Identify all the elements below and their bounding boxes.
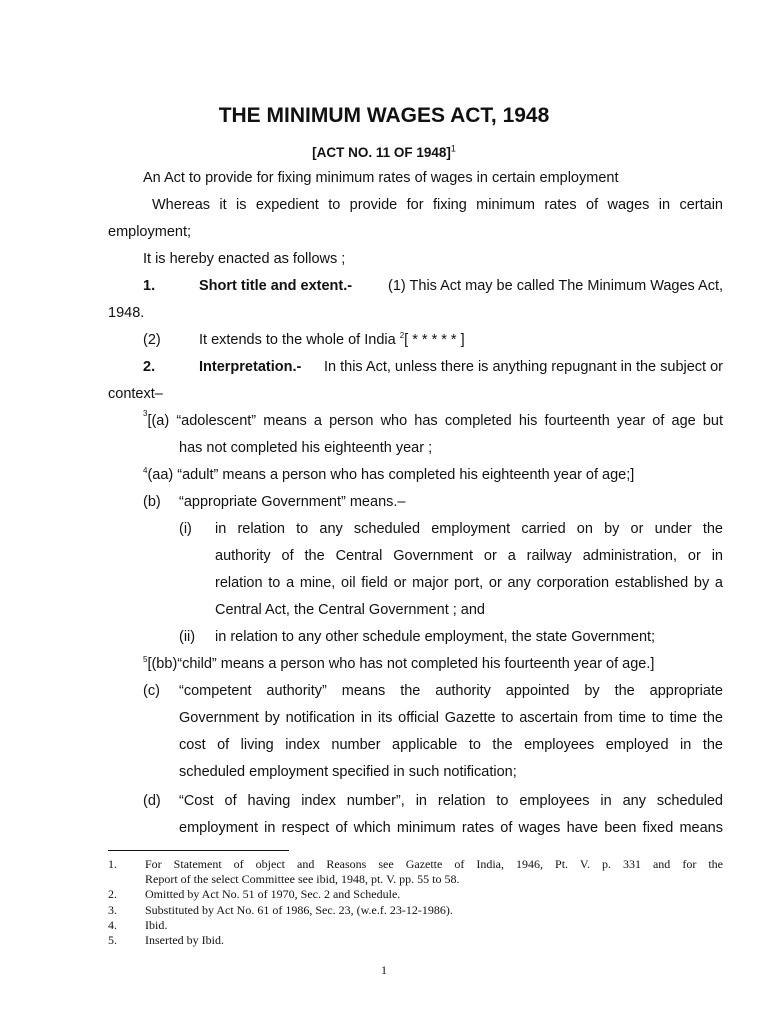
clause-b-i-line-4: Central Act, the Central Government ; and xyxy=(215,602,485,618)
footnote-4-number: 4. xyxy=(108,918,117,932)
footnote-2-number: 2. xyxy=(108,887,117,901)
footnote-4-text: Ibid. xyxy=(145,918,168,932)
section-1-heading: Short title and extent.- xyxy=(199,278,353,294)
section-1-2-omitted: [ * * * * * ] xyxy=(404,332,465,348)
clause-aa-text: (aa) “adult” means a person who has completed his eighteenth year of age;] xyxy=(147,467,635,483)
clause-a-line-1 xyxy=(143,409,723,430)
clause-c-line-1: “competent authority” means the authority appointed by the appropriate xyxy=(179,683,723,699)
section-2-line xyxy=(199,358,723,376)
enacting-clause: It is hereby enacted as follows ; xyxy=(143,251,346,267)
footnote-1 xyxy=(0,857,768,887)
clause-b-i-line-1: in relation to any scheduled employment carried on by or under the xyxy=(215,521,723,537)
footnote-ref-2: 2 xyxy=(399,331,405,341)
page-number: 1 xyxy=(381,963,387,977)
section-1-number: 1. xyxy=(143,278,156,294)
section-2-heading: Interpretation.- xyxy=(199,359,302,375)
section-1-continuation: 1948. xyxy=(108,305,145,321)
clause-b-ii-label: (ii) xyxy=(179,629,196,645)
footnote-5 xyxy=(0,933,768,948)
footnote-1-line-1: For Statement of object and Reasons see Gazette of India, 1946, Pt. V. p. 331 and for the xyxy=(145,857,723,871)
clause-b-i-label: (i) xyxy=(179,521,192,537)
footnote-3-number: 3. xyxy=(108,903,117,917)
footnote-3 xyxy=(0,903,768,918)
clause-bb xyxy=(143,655,654,673)
clause-aa xyxy=(143,466,634,484)
clause-c-label: (c) xyxy=(143,683,160,699)
clause-b-text: “appropriate Government” means.– xyxy=(179,494,406,510)
clause-d-line-2: employment in respect of which minimum rates of wages have been fixed means xyxy=(179,820,723,836)
footnote-5-number: 5. xyxy=(108,933,117,947)
footnote-4 xyxy=(0,918,768,933)
clause-bb-text: [(bb)“child” means a person who has not completed his fourteenth year of age.] xyxy=(147,656,655,672)
clause-b-ii-text: in relation to any other schedule employment, the state Government; xyxy=(215,629,656,645)
clause-b-i-line-2: authority of the Central Government or a railway administration, or in xyxy=(215,548,723,564)
footnote-divider xyxy=(108,850,289,851)
footnote-ref-1: 1 xyxy=(450,143,456,154)
clause-c-line-4: scheduled employment specified in such notification; xyxy=(179,764,517,780)
act-number xyxy=(0,145,768,160)
footnote-1-number: 1. xyxy=(108,857,117,871)
section-1-2-text: It extends to the whole of India xyxy=(199,332,396,348)
section-1-text: (1) This Act may be called The Minimum Wages Act, xyxy=(388,278,723,294)
section-1-line xyxy=(199,277,723,295)
clause-a-line-2: has not completed his eighteenth year ; xyxy=(179,440,433,456)
footnote-2-text: Omitted by Act No. 51 of 1970, Sec. 2 and Schedule. xyxy=(145,887,401,901)
footnote-ref-3: 3 xyxy=(143,409,148,418)
section-1-2-label: (2) xyxy=(143,332,161,348)
section-2-continuation: context– xyxy=(108,386,163,402)
section-2-number: 2. xyxy=(143,359,156,375)
section-2-text: In this Act, unless there is anything repugnant in the subject or xyxy=(324,359,723,375)
whereas-line-1: Whereas it is expedient to provide for fixing minimum rates of wages in certain xyxy=(152,197,723,213)
clause-a-text-1: [(a) “adolescent” means a person who has completed his fourteenth year of age but xyxy=(147,413,723,429)
clause-b-i-line-3: relation to a mine, oil field or major port, or any corporation established by a xyxy=(215,575,723,591)
preamble: An Act to provide for fixing minimum rates of wages in certain employment xyxy=(143,170,619,186)
clause-c-line-2: Government by notification in its official Gazette to ascertain from time to time the xyxy=(179,710,723,726)
page-title: THE MINIMUM WAGES ACT, 1948 xyxy=(218,104,550,127)
footnote-ref-5: 5 xyxy=(143,655,148,665)
section-1-2-line xyxy=(199,331,465,349)
clause-d-line-1: “Cost of having index number”, in relation to employees in any scheduled xyxy=(179,793,723,809)
footnote-1-line-2: Report of the select Committee see ibid, 1948, pt. V. pp. 55 to 58. xyxy=(145,872,460,886)
clause-b-label: (b) xyxy=(143,494,161,510)
footnote-2 xyxy=(0,887,768,902)
footnote-3-text: Substituted by Act No. 61 of 1986, Sec. 23, (w.e.f. 23-12-1986). xyxy=(145,903,453,917)
footnote-5-text: Inserted by Ibid. xyxy=(145,933,224,947)
act-number-text: [ACT NO. 11 OF 1948] xyxy=(312,145,451,160)
whereas-line-2: employment; xyxy=(108,224,192,240)
clause-c-line-3: cost of living index number applicable to the employees employed in the xyxy=(179,737,723,753)
footnote-ref-4: 4 xyxy=(143,466,148,476)
clause-d-label: (d) xyxy=(143,793,161,809)
